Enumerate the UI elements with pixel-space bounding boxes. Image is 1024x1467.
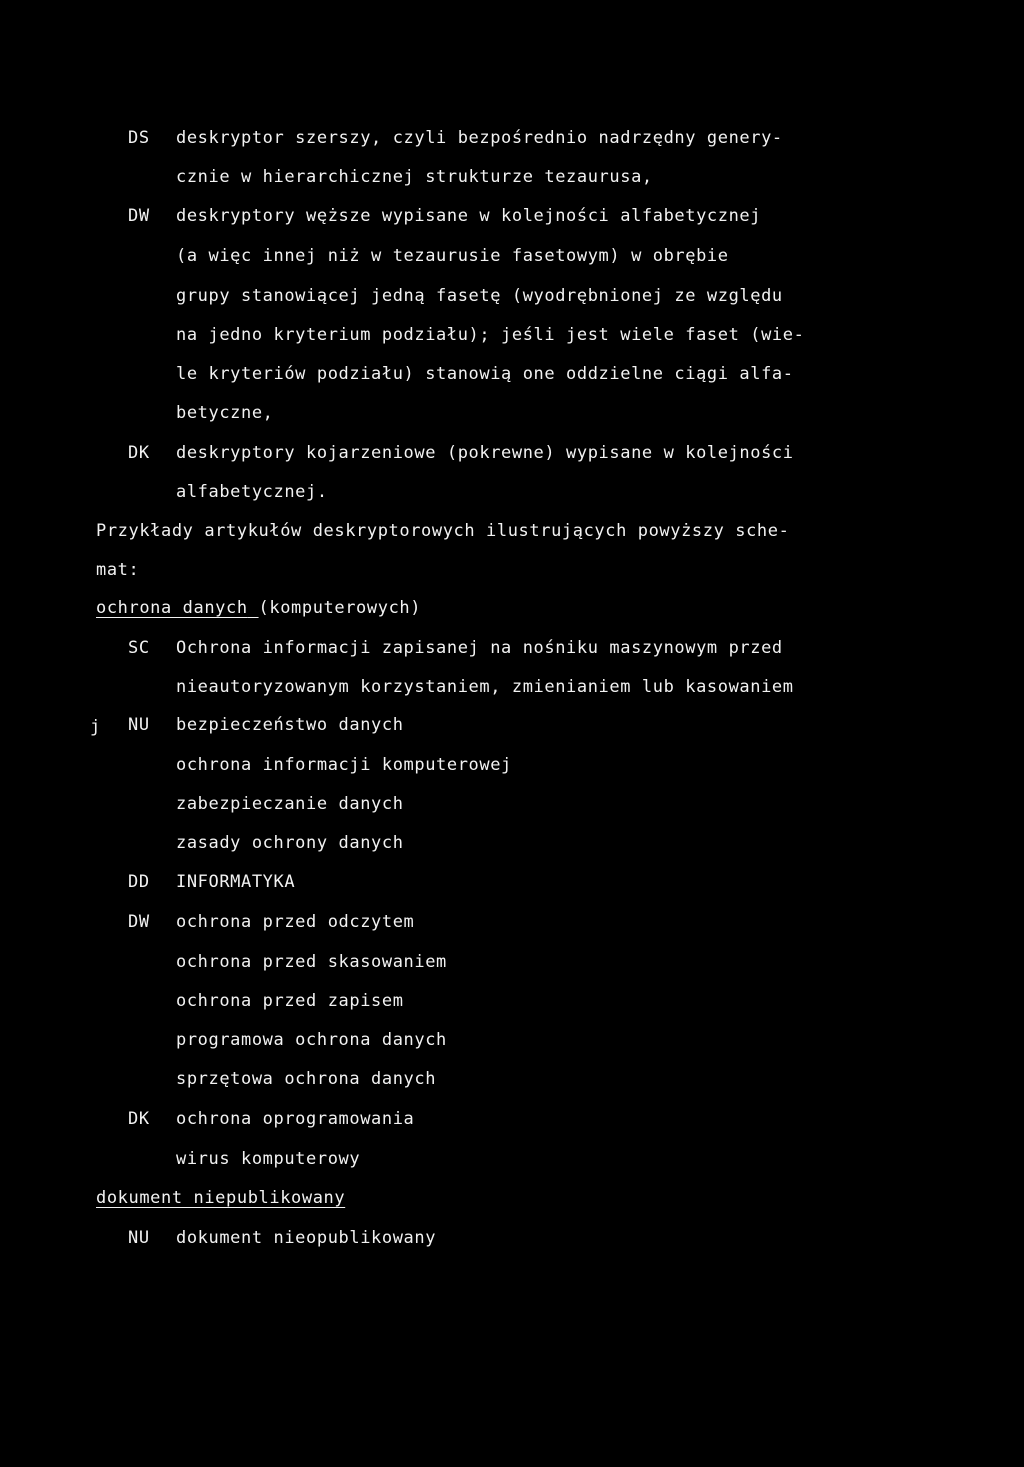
field-dk-line: wirus komputerowy xyxy=(176,1149,361,1169)
field-dd-abbr: DD xyxy=(128,872,150,892)
field-sc-line: nieautoryzowanym korzystaniem, zmienianiem lub kasowaniem xyxy=(176,677,794,697)
field-nu-line: dokument nieopublikowany xyxy=(176,1228,437,1248)
field-dw-line: ochrona przed zapisem xyxy=(176,991,404,1011)
def-dw-line: le kryteriów podziału) stanowią one oddzielne ciągi alfa- xyxy=(176,364,794,384)
def-dw-abbr: DW xyxy=(128,206,150,226)
def-dk-line: alfabetycznej. xyxy=(176,482,328,502)
def-dw-line: (a więc innej niż w tezaurusie fasetowym) w obrębie xyxy=(176,246,729,266)
field-nu-line: ochrona informacji komputerowej xyxy=(176,755,512,775)
entry-term: dokument niepublikowany xyxy=(96,1188,346,1208)
entry-term: ochrona danych xyxy=(96,598,248,618)
field-dw-line: programowa ochrona danych xyxy=(176,1030,447,1050)
intro-line: mat: xyxy=(96,560,140,580)
intro-line: Przykłady artykułów deskryptorowych ilustrujących powyższy sche- xyxy=(96,521,790,541)
field-nu-line: zabezpieczanie danych xyxy=(176,794,404,814)
field-dd-line: INFORMATYKA xyxy=(176,872,296,892)
field-dw-abbr: DW xyxy=(128,912,150,932)
def-dk-abbr: DK xyxy=(128,443,150,463)
def-dw-line: na jedno kryterium podziału); jeśli jest wiele faset (wie- xyxy=(176,325,805,345)
def-dw-line: grupy stanowiącej jedną fasetę (wyodrębnionej ze względu xyxy=(176,286,783,306)
entry-heading xyxy=(96,1188,345,1208)
def-dw-line: betyczne, xyxy=(176,403,274,423)
field-dk-abbr: DK xyxy=(128,1109,150,1129)
field-nu-abbr: NU xyxy=(128,1228,150,1248)
field-dw-line: sprzętowa ochrona danych xyxy=(176,1069,437,1089)
field-nu-line: bezpieczeństwo danych xyxy=(176,715,404,735)
def-dk-line: deskryptory kojarzeniowe (pokrewne) wypisane w kolejności xyxy=(176,443,794,463)
margin-mark: j xyxy=(90,717,101,737)
field-nu-line: zasady ochrony danych xyxy=(176,833,404,853)
field-sc-abbr: SC xyxy=(128,638,150,658)
def-ds-line: cznie w hierarchicznej strukturze tezaurusa, xyxy=(176,167,653,187)
entry-heading xyxy=(96,598,421,618)
field-nu-abbr: NU xyxy=(128,715,150,735)
entry-qualifier: (komputerowych) xyxy=(258,598,422,618)
def-ds-abbr: DS xyxy=(128,128,150,148)
field-dw-line: ochrona przed odczytem xyxy=(176,912,415,932)
field-sc-line: Ochrona informacji zapisanej na nośniku maszynowym przed xyxy=(176,638,783,658)
field-dw-line: ochrona przed skasowaniem xyxy=(176,952,447,972)
field-dk-line: ochrona oprogramowania xyxy=(176,1109,415,1129)
def-ds-line: deskryptor szerszy, czyli bezpośrednio nadrzędny genery- xyxy=(176,128,783,148)
def-dw-line: deskryptory węższe wypisane w kolejności alfabetycznej xyxy=(176,206,762,226)
